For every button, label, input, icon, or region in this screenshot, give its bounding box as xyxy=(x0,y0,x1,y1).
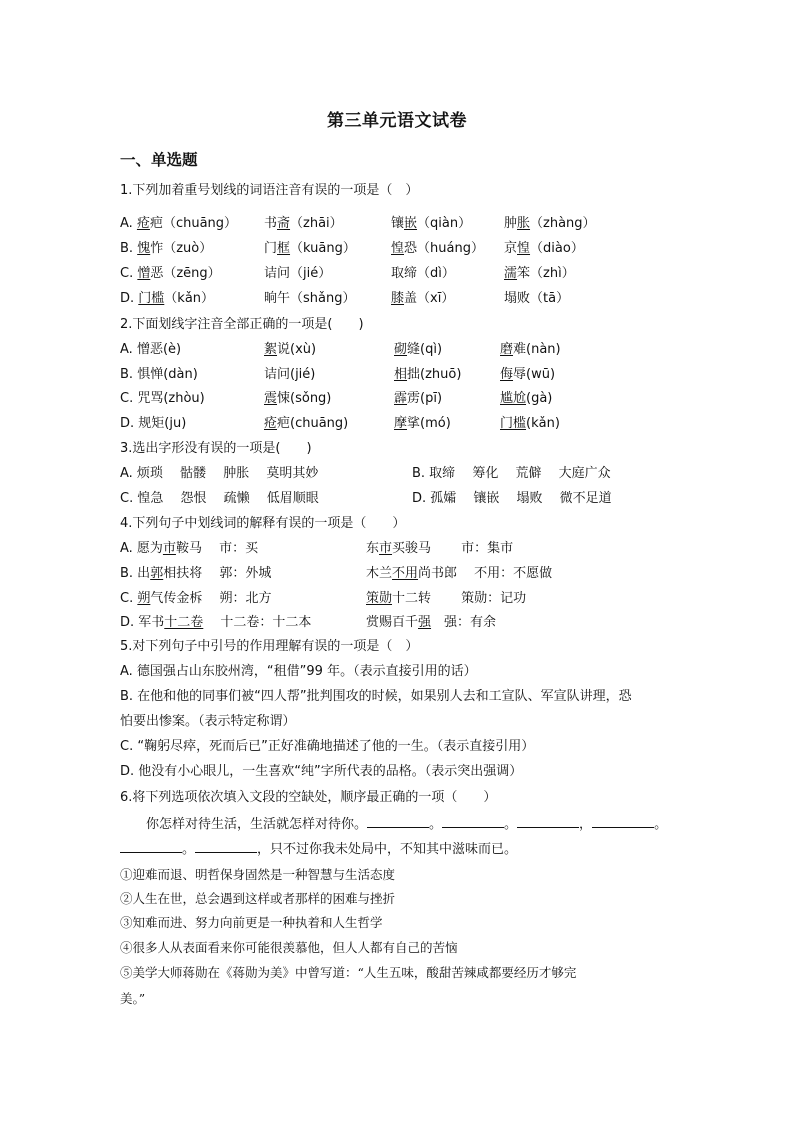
question-1-option-cell xyxy=(264,215,343,233)
question-1-option-cell xyxy=(264,265,331,283)
underlined-word: 疮 xyxy=(136,216,150,231)
question-1-option-cell xyxy=(504,265,575,283)
fill-blank-1[interactable] xyxy=(367,815,429,828)
option-text: 买骏马 市：集市 xyxy=(392,541,514,556)
underlined-word: 膝 xyxy=(391,291,405,306)
cell-suffix: 缝(qì) xyxy=(407,342,443,357)
question-2-option-cell xyxy=(394,366,461,384)
question-6-option-2: ②人生在世，总会遇到这样或者那样的困难与挫折 xyxy=(120,891,396,906)
option-text: B. 出 xyxy=(120,566,151,581)
underlined-word: 侮 xyxy=(500,367,514,382)
question-5-option-c: C. “鞠躬尽瘁，死而后已”正好准确地描述了他的一生。（表示直接引用） xyxy=(120,739,535,754)
cell-prefix: D. xyxy=(120,416,139,431)
cell-prefix: 肿 xyxy=(504,216,518,231)
option-text: A. 愿为 xyxy=(120,541,163,556)
question-3-stem: 3.选出字形没有误的一项是( ) xyxy=(120,441,312,456)
question-5-option-d: D. 他没有小心眼儿，一生喜欢“纯”字所代表的品格。（表示突出强调） xyxy=(120,764,523,779)
question-2-option-cell xyxy=(120,415,186,433)
cell-prefix: C. xyxy=(120,391,138,406)
cell-suffix: 塌败（tā） xyxy=(504,291,570,306)
question-3-option-d: D. 孤孀 镶嵌 塌败 微不足道 xyxy=(412,491,612,506)
fill-blank-4[interactable] xyxy=(592,815,654,828)
cell-prefix: A. xyxy=(120,342,137,357)
cell-suffix: 辱(wū) xyxy=(513,367,556,382)
question-4-option-cell xyxy=(120,614,311,632)
question-2-option-cell xyxy=(264,390,331,408)
question-1-option-cell xyxy=(504,240,584,258)
cell-suffix: （zhàng） xyxy=(530,216,596,231)
cell-prefix: 镶 xyxy=(391,216,405,231)
question-2-option-cell xyxy=(120,366,198,384)
cell-suffix: 悚(sǒng) xyxy=(277,391,332,406)
cell-suffix: 盖（xī） xyxy=(404,291,455,306)
question-1-option-cell xyxy=(120,290,214,308)
question-6-stem: 6.将下列选项依次填入文段的空缺处，顺序最正确的一项（ ） xyxy=(120,790,497,805)
section-heading: 一、单选题 xyxy=(120,151,198,169)
underlined-word: 市 xyxy=(379,541,393,556)
cell-suffix: 怍（zuò） xyxy=(150,241,213,256)
underlined-word: 市 xyxy=(162,541,176,556)
underlined-word: 疮 xyxy=(264,416,278,431)
underlined-word: 震 xyxy=(264,391,278,406)
question-3-option-b: B. 取缔 筹化 荒僻 大庭广众 xyxy=(412,466,611,481)
question-1-option-cell xyxy=(264,240,356,258)
cell-suffix: 说(xù) xyxy=(277,342,317,357)
question-2-option-cell xyxy=(120,341,181,359)
question-5-option-b-line2: 怕要出惨案。（表示特定称谓） xyxy=(120,714,296,729)
underlined-word: 霹 xyxy=(394,391,408,406)
question-6-passage-line2: 。 ，只不过你我未处局中，不知其中滋味而已。 xyxy=(120,840,517,859)
underlined-word: 十二卷 xyxy=(164,615,204,630)
question-6-option-4: ④很多人从表面看来你可能很羡慕他，但人人都有自己的苦恼 xyxy=(120,940,458,955)
question-6-option-3: ③知难而进、努力向前更是一种执着和人生哲学 xyxy=(120,915,383,930)
question-2-option-cell xyxy=(394,415,451,433)
option-text: 相扶将 郭：外城 xyxy=(163,566,272,581)
question-2-stem: 2.下面划线字注音全部正确的一项是( ) xyxy=(120,317,364,332)
cell-suffix: 晌午（shǎng） xyxy=(264,291,356,306)
cell-suffix: (gà) xyxy=(526,391,553,406)
option-text: C. xyxy=(120,591,138,606)
question-2-option-cell xyxy=(264,341,316,359)
cell-suffix: 憎恶(è) xyxy=(136,342,182,357)
underlined-word: 濡 xyxy=(504,266,518,281)
underlined-word: 朔 xyxy=(137,591,151,606)
question-1-option-cell xyxy=(120,215,237,233)
fill-blank-3[interactable] xyxy=(517,815,579,828)
cell-suffix: 笨（zhì） xyxy=(517,266,575,281)
page-title: 第三单元语文试卷 xyxy=(327,111,467,131)
cell-suffix: 诘问(jié) xyxy=(264,367,316,382)
fill-blank-6[interactable] xyxy=(195,840,257,853)
option-text: 东 xyxy=(366,541,380,556)
underlined-word: 尴尬 xyxy=(500,391,527,406)
question-1-option-cell xyxy=(120,240,212,258)
cell-suffix: 惧惮(dàn) xyxy=(137,367,198,382)
cell-suffix: 疤（chuāng） xyxy=(149,216,238,231)
cell-suffix: 咒骂(zhòu) xyxy=(137,391,205,406)
cell-suffix: 问（jié） xyxy=(277,266,332,281)
question-5-option-a: A. 德国强占山东胶州湾，“租借”99 年。（表示直接引用的话） xyxy=(120,664,477,679)
question-4-option-cell xyxy=(120,565,271,583)
question-3-option-c: C. 惶急 怨恨 疏懒 低眉顺眼 xyxy=(120,491,319,506)
cell-prefix: D. xyxy=(120,291,139,306)
question-5-option-b-line1: B. 在他和他的同事们被“四人帮”批判围攻的时候，如果别人去和工宣队、军宣队讲理，恐 xyxy=(120,689,632,704)
question-2-option-cell xyxy=(500,390,552,408)
underlined-word: 愧 xyxy=(137,241,151,256)
question-4-option-cell xyxy=(120,590,272,608)
passage-end: ，只不过你我未处局中，不知其中滋味而已。 xyxy=(257,842,518,857)
cell-suffix: （kuāng） xyxy=(290,241,356,256)
question-2-option-cell xyxy=(394,390,442,408)
option-text: 十二卷：十二本 xyxy=(203,615,312,630)
cell-suffix: 难(nàn) xyxy=(513,342,561,357)
option-text: D. 军书 xyxy=(120,615,165,630)
option-text: 木兰 xyxy=(366,566,393,581)
question-2-option-cell xyxy=(500,341,561,359)
question-6-passage-line1: 你怎样对待生活，生活就怎样对待你。 。 。 ， 。 xyxy=(146,817,668,832)
option-text: 尚书郎 不用：不愿做 xyxy=(418,566,553,581)
cell-suffix: （kǎn） xyxy=(164,291,215,306)
underlined-word: 嵌 xyxy=(404,216,418,231)
question-4-option-cell xyxy=(366,590,526,608)
underlined-word: 惶 xyxy=(517,241,531,256)
underlined-word: 郭 xyxy=(150,566,164,581)
cell-suffix: 取缔（dì） xyxy=(391,266,455,281)
cell-suffix: （diào） xyxy=(530,241,584,256)
question-1-option-cell xyxy=(264,290,355,308)
underlined-word: 絮 xyxy=(264,342,278,357)
underlined-word: 胀 xyxy=(517,216,531,231)
cell-suffix: 拙(zhuō) xyxy=(407,367,462,382)
question-1-option-cell xyxy=(120,265,221,283)
cell-suffix: （qiàn） xyxy=(417,216,472,231)
option-text: 气传金柝 朔：北方 xyxy=(150,591,272,606)
underlined-word: 门槛 xyxy=(500,416,527,431)
underlined-word: 惶 xyxy=(391,241,405,256)
question-6-option-1: ①迎难而退、明哲保身固然是一种智慧与生活态度 xyxy=(120,867,396,882)
question-6-option-5-line2: 美。” xyxy=(120,991,146,1006)
underlined-word: 砌 xyxy=(394,342,408,357)
passage-start: 你怎样对待生活，生活就怎样对待你。 xyxy=(146,817,368,832)
cell-suffix: 疤(chuāng) xyxy=(277,416,349,431)
underlined-word: 不用 xyxy=(392,566,419,581)
underlined-word: 框 xyxy=(277,241,291,256)
cell-suffix: 规矩(ju) xyxy=(138,416,187,431)
question-1-option-cell xyxy=(391,215,471,233)
cell-suffix: (kǎn) xyxy=(526,416,560,431)
cell-prefix: 京 xyxy=(504,241,518,256)
question-1-option-cell xyxy=(504,215,596,233)
cell-prefix: B. xyxy=(120,241,138,256)
underlined-word: 强 xyxy=(418,615,432,630)
cell-suffix: （zhāi） xyxy=(290,216,343,231)
question-1-option-cell xyxy=(391,265,455,283)
underlined-word: 斋 xyxy=(277,216,291,231)
question-1-option-cell xyxy=(391,290,454,308)
cell-suffix: 雳(pī) xyxy=(407,391,443,406)
underlined-word: 磨 xyxy=(500,342,514,357)
question-5-stem: 5.对下列句子中引号的作用理解有误的一项是（ ） xyxy=(120,639,419,654)
cell-prefix: 诘 xyxy=(264,266,278,281)
question-6-option-5-line1: ⑤美学大师蒋勋在《蒋勋为美》中曾写道：“人生五味，酸甜苦辣咸都要经历才够完 xyxy=(120,965,577,980)
question-2-option-cell xyxy=(264,415,348,433)
underlined-word: 摩 xyxy=(394,416,408,431)
cell-suffix: 恐（huáng） xyxy=(404,241,484,256)
cell-prefix: B. xyxy=(120,367,138,382)
cell-prefix: 书 xyxy=(264,216,278,231)
cell-suffix: 恶（zēng） xyxy=(150,266,221,281)
cell-prefix: 门 xyxy=(264,241,278,256)
fill-blank-2[interactable] xyxy=(442,815,504,828)
option-text: 强：有余 xyxy=(431,615,497,630)
fill-blank-5[interactable] xyxy=(120,840,182,853)
question-1-option-cell xyxy=(504,290,569,308)
cell-prefix: A. xyxy=(120,216,137,231)
question-4-option-cell xyxy=(366,614,496,632)
underlined-word: 相 xyxy=(394,367,408,382)
option-text: 鞍马 市：买 xyxy=(175,541,259,556)
question-1-option-cell xyxy=(391,240,484,258)
question-4-option-cell xyxy=(120,540,258,558)
question-2-option-cell xyxy=(120,390,205,408)
question-1-stem: 1.下列加着重号划线的词语注音有误的一项是（ ） xyxy=(120,183,419,198)
option-text: 十二转 策勋：记功 xyxy=(392,591,527,606)
question-4-option-cell xyxy=(366,540,513,558)
question-2-option-cell xyxy=(500,366,555,384)
question-2-option-cell xyxy=(394,341,442,359)
option-text: 赏赐百千 xyxy=(366,615,419,630)
cell-prefix: C. xyxy=(120,266,138,281)
question-2-option-cell xyxy=(500,415,560,433)
question-4-option-cell xyxy=(366,565,552,583)
question-4-stem: 4.下列句子中划线词的解释有误的一项是（ ） xyxy=(120,516,406,531)
question-2-option-cell xyxy=(264,366,315,384)
underlined-word: 策勋 xyxy=(366,591,393,606)
underlined-word: 门槛 xyxy=(138,291,165,306)
cell-suffix: 挲(mó) xyxy=(407,416,451,431)
question-3-option-a: A. 烦琐 骷髅 肿胀 莫明其妙 xyxy=(120,466,319,481)
underlined-word: 憎 xyxy=(137,266,151,281)
